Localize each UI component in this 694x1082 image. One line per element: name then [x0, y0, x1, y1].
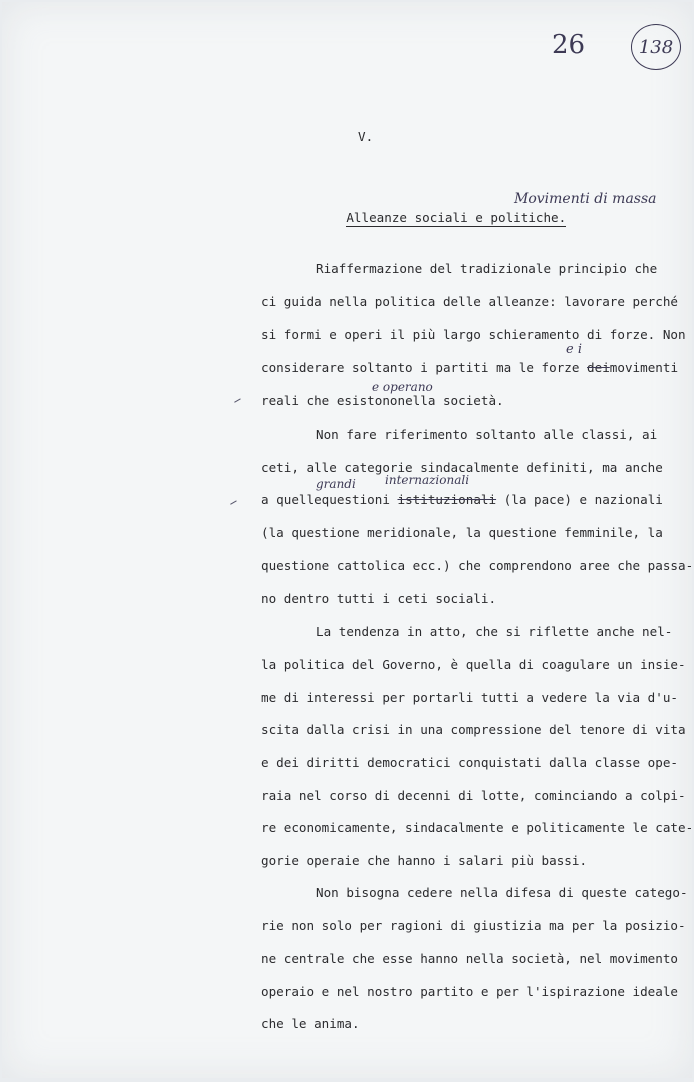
- text-line: me di interessi per portarli tutti a vedere la via d'u-: [261, 690, 679, 705]
- circled-number-text: 138: [638, 36, 674, 58]
- text-line: gorie operaie che hanno i salari più bassi.: [261, 853, 588, 868]
- text-line: raia nel corso di decenni di lotte, cominciando a colpi-: [261, 788, 686, 803]
- handwritten-insertion-grandi: grandi: [316, 477, 356, 491]
- text-line: Non bisogna cedere nella difesa di queste catego-: [316, 885, 688, 900]
- text-line: la politica del Governo, è quella di coagulare un insie-: [261, 657, 686, 672]
- handwritten-insertion-operano: e operano: [372, 380, 433, 394]
- handwritten-title-addition: Movimenti di massa: [514, 191, 657, 207]
- handwritten-page-number: 26: [552, 30, 586, 60]
- struck-word: dei: [587, 360, 610, 375]
- text-line: scita dalla crisi in una compressione del tenore di vita: [261, 722, 686, 737]
- margin-tick-mark: [230, 500, 237, 505]
- struck-word: istituzionali: [397, 492, 497, 507]
- document-page: [2, 2, 692, 1078]
- text-line: operaio e nel nostro partito e per l'ispirazione ideale: [261, 984, 679, 999]
- text-segment: nella società.: [397, 393, 504, 408]
- text-line: (la questione meridionale, la questione femminile, la: [261, 525, 663, 540]
- text-segment: movimenti: [609, 360, 679, 375]
- text-segment: (la pace) e nazionali: [496, 492, 663, 507]
- text-line: e dei diritti democratici conquistati dalla classe ope-: [261, 755, 679, 770]
- text-line: che le anima.: [261, 1016, 360, 1031]
- text-line: re economicamente, sindacalmente e politicamente le cate-: [261, 820, 694, 835]
- text-line: La tendenza in atto, che si riflette anche nel-: [316, 624, 673, 639]
- text-line: questione cattolica ecc.) che comprendono aree che passa-: [261, 558, 694, 573]
- text-line: [261, 393, 504, 409]
- text-line: si formi e operi il più largo schieramento di forze. Non: [261, 327, 686, 342]
- text-segment: questioni: [321, 492, 398, 507]
- handwritten-insertion-ei: e i: [566, 342, 582, 357]
- text-segment: a quelle: [261, 492, 322, 507]
- margin-tick-mark: [234, 398, 241, 403]
- text-line: rie non solo per ragioni di giustizia ma per la posizio-: [261, 918, 686, 933]
- text-line: ci guida nella politica delle alleanze: lavorare perché: [261, 294, 679, 309]
- text-line: [261, 492, 663, 508]
- chapter-heading: V.: [358, 129, 374, 144]
- text-segment: reali che esistono: [261, 393, 398, 408]
- text-line: Non fare riferimento soltanto alle classi, ai: [316, 427, 658, 442]
- text-line: ne centrale che esse hanno nella società, nel movimento: [261, 951, 679, 966]
- text-segment: considerare soltanto i partiti ma le forze: [261, 360, 588, 375]
- text-line: Riaffermazione del tradizionale principio che: [316, 261, 658, 276]
- text-line: ceti, alle categorie sindacalmente definiti, ma anche: [261, 460, 663, 475]
- text-line: [261, 360, 678, 376]
- circled-archive-number: [631, 24, 681, 70]
- text-line: no dentro tutti i ceti sociali.: [261, 591, 497, 606]
- section-title-text: Alleanze sociali e politiche.: [346, 210, 567, 225]
- handwritten-insertion-internazionali: internazionali: [385, 473, 470, 487]
